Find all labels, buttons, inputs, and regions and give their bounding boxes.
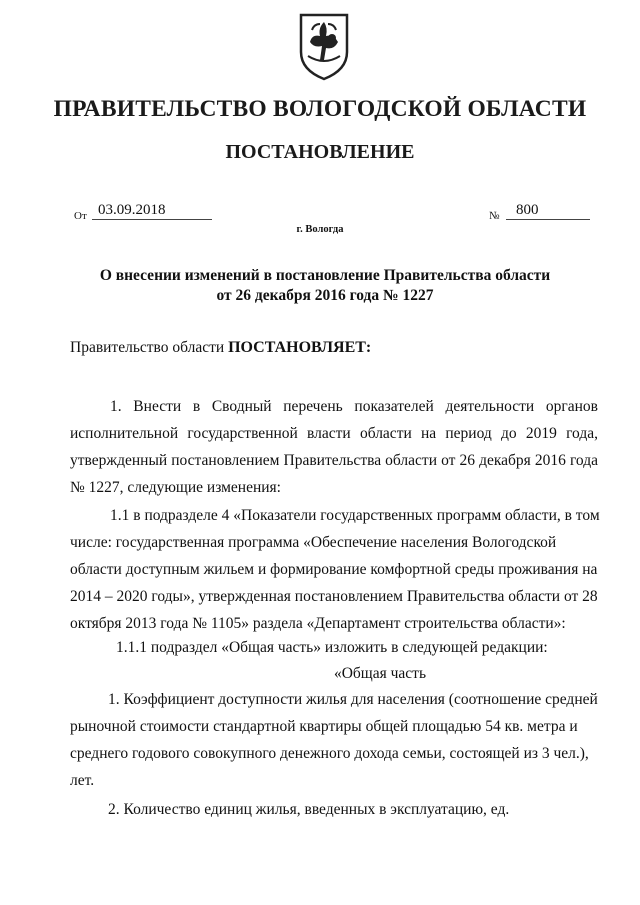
government-title: ПРАВИТЕЛЬСТВО ВОЛОГОДСКОЙ ОБЛАСТИ	[53, 96, 587, 122]
section-heading: «Общая часть	[333, 665, 427, 682]
document-subject	[60, 266, 590, 306]
date-value: 03.09.2018	[92, 202, 212, 220]
document-type: ПОСТАНОВЛЕНИЕ	[225, 141, 415, 163]
date-label: От	[74, 210, 87, 222]
resolve-keyword: ПОСТАНОВЛЯЕТ:	[228, 339, 372, 356]
paragraph-1: 1. Внести в Сводный перечень показателей деятельности органов исполнительной государственной власти области на период до 2019 года, утвержденный постановлением Правительства области от 26 декабря 2016 года № 1227, следующие изменения:	[70, 398, 598, 496]
paragraph-1-1: 1.1 в подразделе 4 «Показатели государственных программ области, в том числе: государственная программа «Обеспечение населения Вологодской области доступным жильем и формирование комфортной среды проживания на 2014 – 2020 годы», утвержденная постановлением Правительства области от 28 октября 2013 года № 1105» раздела «Департамент строительства области»:	[70, 507, 600, 632]
indicator-1: 1. Коэффициент доступности жилья для населения (соотношение средней рыночной стоимости стандартной квартиры общей площадью 54 кв. метра и среднего годового совокупного денежного дохода семьи, состоящей из 3 чел.), лет.	[70, 691, 598, 789]
resolve-prefix: Правительство области	[70, 339, 229, 356]
paragraph-1-1-1: 1.1.1 подраздел «Общая часть» изложить в следующей редакции:	[116, 639, 548, 656]
number-value: 800	[506, 202, 590, 220]
coat-of-arms-emblem	[298, 12, 350, 82]
resolve-statement	[70, 339, 371, 357]
indicator-2: 2. Количество единиц жилья, введенных в эксплуатацию, ед.	[108, 801, 510, 818]
number-label: №	[489, 210, 500, 222]
subject-line-2: от 26 декабря 2016 года № 1227	[216, 287, 434, 304]
city: г. Вологда	[296, 224, 344, 235]
subject-line-1: О внесении изменений в постановление Правительства области	[99, 267, 551, 284]
